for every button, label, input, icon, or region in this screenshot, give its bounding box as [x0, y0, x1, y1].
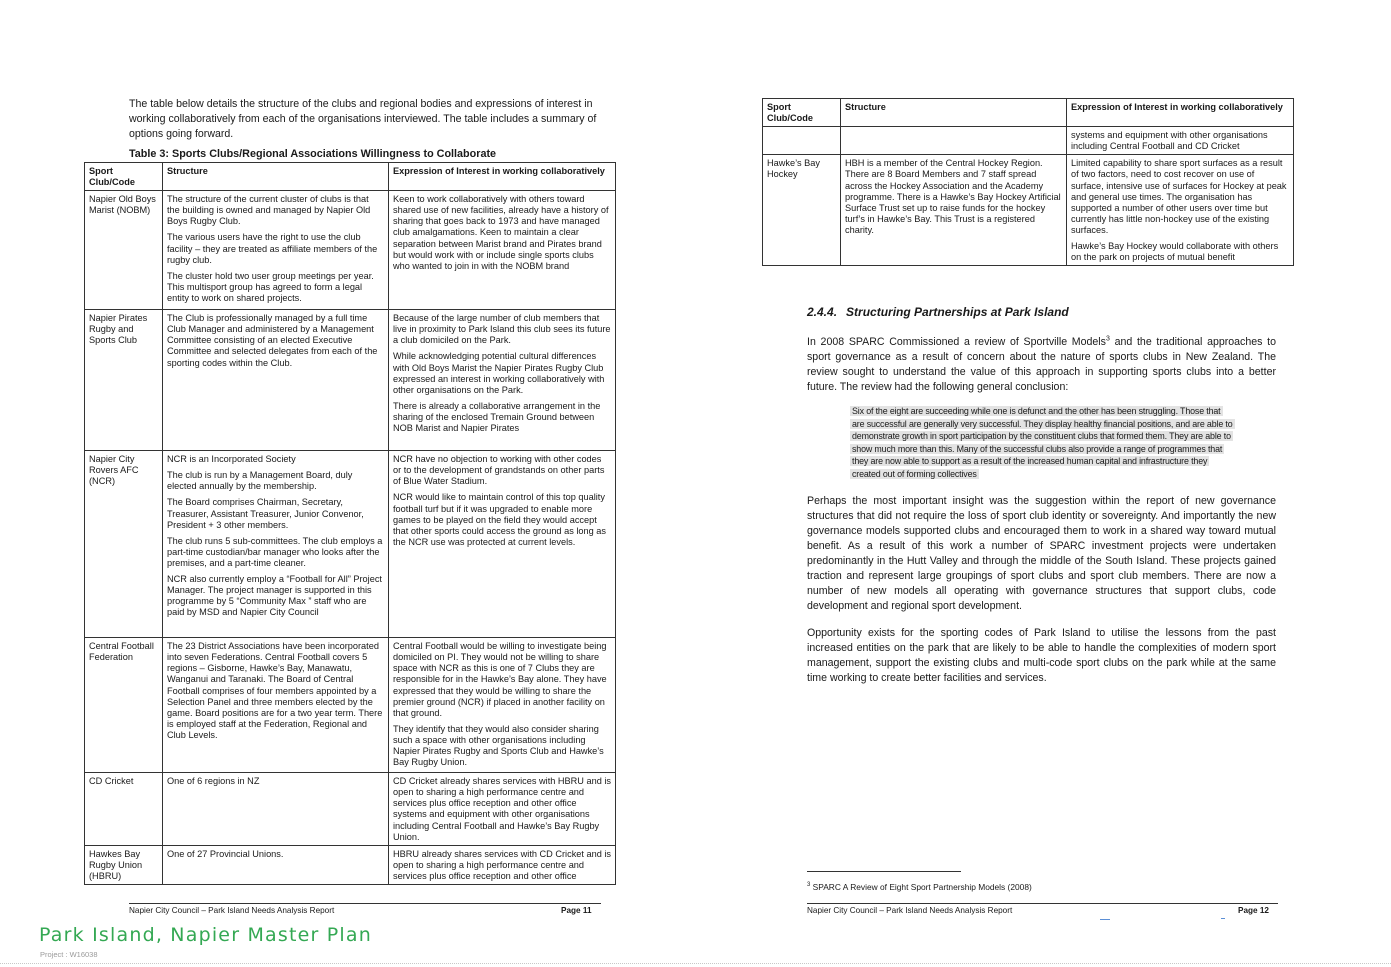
- interest-cell: [1067, 127, 1294, 155]
- table-row: [85, 638, 616, 773]
- paragraph-text: and the traditional approaches to sport governance as a result of concern about the nature of sports clubs in New Zealand. The review sought to understand the value of this approach in supporting sports clubs into a better future. The review had the following general conclusion:: [807, 336, 1276, 393]
- section-number: 2.4.4.: [807, 305, 838, 319]
- page-number: Page 11: [561, 906, 592, 915]
- footer-rule: [129, 903, 601, 904]
- cell-paragraph: The cluster hold two user group meetings per year. This multisport group has agreed to form a legal entity to work on shared projects.: [167, 270, 374, 303]
- intro-paragraph: The table below details the structure of the clubs and regional bodies and expressions of interest in working collaboratively from each of the organisations interviewed. The table includes a summary of options going forward.: [129, 98, 597, 141]
- cell-paragraph: Central Football would be willing to investigate being domiciled on PI. They would not be willing to share space with NCR as this is one of 7 Clubs they are responsible for in the Hawke’s Bay alone. They have expressed that they would be willing to share the premier ground (NCR) if placed in another facility on that ground.: [393, 641, 607, 718]
- club-cell: [763, 127, 841, 155]
- cell-paragraph: systems and equipment with other organisations including Central Football and CD Cricket: [1071, 130, 1268, 152]
- cell-paragraph: The club runs 5 sub-committees. The club employs a part-time custodian/bar manager who looks after the premises, and a part-time cleaner.: [167, 535, 383, 568]
- cell-paragraph: One of 6 regions in NZ: [167, 776, 260, 787]
- review-quote: [850, 405, 1233, 480]
- club-cell: CD Cricket: [85, 773, 163, 846]
- header-sport: Sport Club/Code: [763, 99, 841, 127]
- table-row: [763, 155, 1294, 266]
- cell-paragraph: CD Cricket already shares services with HBRU and is open to sharing a high performance centre and services plus office reception and other office systems and equipment with other organisations including Central Football and Hawke’s Bay Rugby Union.: [393, 776, 612, 842]
- header-structure: Structure: [841, 99, 1067, 127]
- table-row: [85, 773, 616, 846]
- interest-cell: [389, 191, 616, 310]
- interest-cell: [389, 773, 616, 846]
- cell-paragraph: One of 27 Provincial Unions.: [167, 849, 284, 860]
- interest-cell: [1067, 155, 1294, 266]
- cell-paragraph: The Board comprises Chairman, Secretary, Treasurer, Assistant Treasurer, Junior Convenor, President + 3 other members.: [167, 497, 364, 530]
- clubs-table-continued: [762, 98, 1294, 266]
- page-12: [695, 0, 1391, 967]
- brand-title: Park Island, Napier Master Plan: [39, 924, 372, 946]
- cell-paragraph: HBH is a member of the Central Hockey Region. There are 8 Board Members and 7 staff spread across the Hockey Association and the Academy programme. There is a Hawke’s Bay Hockey Artificial Surface Trust set up to raise funds for the hockey turf’s in Hawke’s Bay. This Trust is a registered charity.: [845, 158, 1061, 235]
- footnote-text: SPARC A Review of Eight Sport Partnership Models (2008): [810, 882, 1032, 892]
- structure-cell: [163, 773, 389, 846]
- club-cell: Hawke’s Bay Hockey: [763, 155, 841, 266]
- quote-text: Six of the eight are succeeding while one is defunct and the other has been struggling. Those that are successful are generally very successful. They display healthy financial positions, and are able to demonstrate growth in sport participation by the constituent clubs that formed them. They are able to show much more than this. Many of the successful clubs also provide a range of programmes that they are now able to support as a result of the increased human capital and infrastructure they created out of forming collectives: [852, 406, 1233, 479]
- table-header-row: [763, 99, 1294, 127]
- cell-paragraph: The 23 District Associations have been incorporated into seven Federations. Central Football covers 5 regions – Gisborne, Hawke’s Bay, Manawatu, Wanganui and Taranaki. The Board of Central Football comprises of four members appointed by a Selection Panel and three members elected by the game. Board positions are for a two year term. There is employed staff at the Federation, Regional and Club Levels.: [167, 641, 383, 740]
- paragraph-text: In 2008 SPARC Commissioned a review of Sportville Models: [807, 336, 1106, 348]
- scan-mark: [1100, 919, 1110, 920]
- footnote-number: 3: [807, 882, 811, 889]
- structure-cell: [841, 155, 1067, 266]
- section-title: Structuring Partnerships at Park Island: [846, 305, 1069, 319]
- header-structure: Structure: [163, 163, 389, 191]
- interest-cell: [389, 310, 616, 451]
- clubs-table: [84, 162, 616, 885]
- cell-paragraph: The Club is professionally managed by a full time Club Manager and administered by a Management Committee consisting of an elected Executive Committee and selected delegates from each of the sporting codes within the Club.: [167, 313, 378, 368]
- table-row: [85, 191, 616, 310]
- table-caption: Table 3: Sports Clubs/Regional Associations Willingness to Collaborate: [129, 148, 497, 160]
- footnote-marker: 3: [1105, 335, 1110, 343]
- cell-paragraph: Limited capability to share sport surfaces as a result of two factors, need to cost recover on use of surface, intensive use of surfaces for Hockey at peak and general use times. The organisation has supported a number of other users over time but currently has little non-hockey use of the existing surfaces.: [1071, 158, 1287, 235]
- structure-cell: [163, 846, 389, 885]
- footnote-rule: [807, 871, 961, 872]
- structure-cell: [163, 638, 389, 773]
- cell-paragraph: NCR would like to maintain control of this top quality football turf but if it was upgraded to enable more games to be played on the field they would accept that other sports could access the ground as long as the NCR use was protected at current levels.: [393, 492, 606, 547]
- cell-paragraph: Keen to work collaboratively with others toward shared use of new facilities, already have a history of sharing that goes back to 1973 and have managed club amalgamations. Keen to maintain a clear separation between Marist brand and Pirates brand but would work with or include single sports clubs who wanted to join in with the NOBM brand: [393, 194, 609, 271]
- club-cell: Hawkes Bay Rugby Union (HBRU): [85, 846, 163, 885]
- interest-cell: [389, 451, 616, 638]
- cell-paragraph: Hawke’s Bay Hockey would collaborate with others on the park on projects of mutual benefit: [1071, 241, 1279, 263]
- club-cell: Napier Pirates Rugby and Sports Club: [85, 310, 163, 451]
- footer-rule: [807, 903, 1278, 904]
- table-header-row: [85, 163, 616, 191]
- page-11: [0, 0, 695, 967]
- interest-cell: [389, 846, 616, 885]
- project-code: Project : W16038: [40, 950, 98, 959]
- footnote: [807, 882, 1032, 892]
- header-interest: Expression of Interest in working collaboratively: [389, 163, 616, 191]
- club-cell: Napier City Rovers AFC (NCR): [85, 451, 163, 638]
- structure-cell: [163, 451, 389, 638]
- structure-cell: [163, 310, 389, 451]
- cell-paragraph: The club is run by a Management Board, duly elected annually by the membership.: [167, 470, 353, 492]
- table-row: [85, 451, 616, 638]
- cell-paragraph: They identify that they would also consider sharing such a space with other organisations including Napier Pirates Rugby and Sports Club and Hawke’s Bay Rugby Union.: [393, 723, 604, 768]
- body-paragraph: Perhaps the most important insight was the suggestion within the report of new governance structures that did not require the loss of sport club identity or sovereignty. And importantly the new governance models supported clubs and encouraged them to work in a shared way toward mutual benefit. As a result of this work a number of SPARC investment projects were undertaken predominantly in the Hutt Valley and through the middle of the South Island. These projects gained traction and represent large groupings of sport clubs and sport club members. There are now a number of new models all operating with governance structures that support clubs, code development and regional sport development.: [807, 495, 1276, 612]
- page-number: Page 12: [1238, 906, 1269, 915]
- scan-mark: [1221, 918, 1225, 919]
- cell-paragraph: There is already a collaborative arrangement in the sharing of the enclosed Tremain Ground between NOB Marist and Napier Pirates: [393, 400, 601, 434]
- cell-paragraph: NCR also currently employ a “Football for All” Project Manager. The project manager is supported in this programme by 5 “Community Max ” staff who are paid by MSD and Napier City Council: [167, 574, 382, 618]
- cell-paragraph: NCR have no objection to working with other codes or to the development of grandstands on other parts of Blue Water Stadium.: [393, 454, 605, 487]
- bottom-dotted-border: [0, 963, 1391, 964]
- footer-text: Napier City Council – Park Island Needs Analysis Report: [807, 906, 1013, 915]
- structure-cell: [841, 127, 1067, 155]
- cell-paragraph: The structure of the current cluster of clubs is that the building is owned and managed by Napier Old Boys Rugby Club.: [167, 194, 371, 227]
- cell-paragraph: NCR is an Incorporated Society: [167, 454, 296, 465]
- table-row: [85, 310, 616, 451]
- interest-cell: [389, 638, 616, 773]
- body-paragraph: Opportunity exists for the sporting codes of Park Island to utilise the lessons from the past increased entities on the park that are likely to be able to handle the complexities of modern sport management, support the existing clubs and multi-code sport clubs on the park while at the same time working to create better facilities and services.: [807, 627, 1276, 684]
- header-sport: Sport Club/Code: [85, 163, 163, 191]
- header-interest: Expression of Interest in working collaboratively: [1067, 99, 1294, 127]
- cell-paragraph: Because of the large number of club members that live in proximity to Park Island this club sees its future a club domiciled on the Park.: [393, 313, 611, 346]
- body-paragraph: [807, 335, 1276, 395]
- table-row: [85, 846, 616, 885]
- section-heading: [807, 305, 1069, 319]
- cell-paragraph: HBRU already shares services with CD Cricket and is open to sharing a high performance centre and services plus office reception and other office: [393, 849, 612, 882]
- cell-paragraph: While acknowledging potential cultural differences with Old Boys Marist the Napier Pirates Rugby Club expressed an interest in working collaboratively with other organisations on the Park.: [393, 351, 605, 395]
- club-cell: Central Football Federation: [85, 638, 163, 773]
- structure-cell: [163, 191, 389, 310]
- club-cell: Napier Old Boys Marist (NOBM): [85, 191, 163, 310]
- table-row: [763, 127, 1294, 155]
- footer-text: Napier City Council – Park Island Needs Analysis Report: [129, 906, 335, 915]
- cell-paragraph: The various users have the right to use the club facility – they are treated as affiliate members of the rugby club.: [167, 232, 378, 265]
